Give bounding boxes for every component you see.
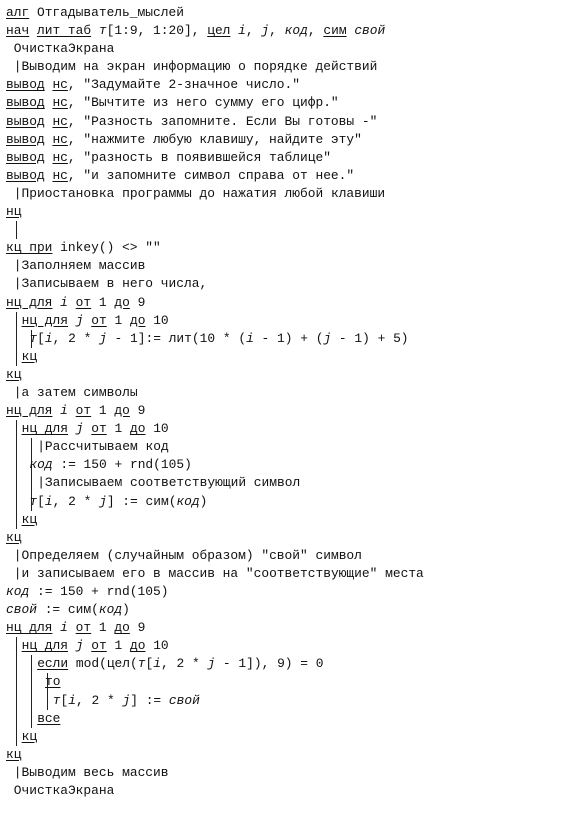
keyword: кц	[21, 728, 38, 744]
code-token	[68, 638, 76, 653]
keyword: до	[129, 638, 146, 654]
identifier: j	[75, 421, 84, 437]
code-line	[6, 22, 562, 40]
code-text	[14, 40, 115, 58]
code-line	[6, 185, 562, 203]
keyword: нс	[52, 113, 68, 129]
code-text	[45, 673, 60, 691]
keyword: сим	[323, 23, 347, 39]
identifier: т	[29, 330, 38, 346]
identifier: i	[60, 294, 68, 310]
code-token: |Записываем соответствующий символ	[37, 475, 301, 491]
code-line	[6, 782, 562, 800]
keyword: вывод	[6, 95, 45, 111]
code-token: inkey() <> ""	[52, 240, 161, 256]
keyword: вывод	[6, 167, 45, 183]
code-line	[6, 728, 562, 746]
code-text	[37, 438, 169, 456]
keyword: нс	[52, 149, 68, 165]
code-line	[6, 221, 562, 239]
code-token	[52, 620, 60, 635]
identifier: i	[60, 620, 68, 636]
block-guide-line	[16, 221, 17, 239]
code-token: - 1]), 9) = 0	[215, 656, 324, 672]
code-token: mod(цел(	[68, 656, 138, 672]
identifier: код	[176, 493, 200, 509]
keyword: кц	[21, 348, 38, 364]
code-line	[6, 402, 562, 420]
code-text	[22, 637, 169, 655]
block-guide-line	[16, 438, 17, 456]
code-token: 1	[91, 294, 115, 310]
block-guide-line	[16, 474, 17, 492]
code-line	[6, 637, 562, 655]
code-text	[14, 275, 207, 293]
code-text	[37, 655, 323, 673]
block-guide-line	[31, 710, 32, 728]
identifier: код	[6, 584, 30, 599]
block-guide-line	[31, 692, 32, 710]
code-token: |Приостановка программы до нажатия любой клавиши	[13, 185, 386, 201]
code-text	[6, 746, 21, 764]
identifier: код	[284, 23, 308, 39]
code-token: ОчисткаЭкрана	[13, 41, 115, 57]
block-guide-line	[31, 673, 32, 691]
block-guide-line	[16, 655, 17, 673]
code-text	[6, 601, 130, 619]
identifier: i	[246, 330, 254, 346]
keyword: до	[114, 403, 130, 419]
identifier: j	[75, 312, 84, 328]
keyword: нс	[52, 77, 68, 93]
identifier: j	[261, 23, 270, 39]
code-text	[6, 203, 21, 221]
identifier: i	[238, 23, 246, 39]
code-text	[37, 474, 300, 492]
block-guide-line	[31, 655, 32, 673]
code-line	[6, 366, 562, 384]
code-line	[6, 673, 562, 691]
keyword: алг	[6, 5, 30, 20]
identifier: свой	[6, 602, 37, 618]
code-token	[52, 403, 60, 418]
keyword: от	[75, 620, 92, 636]
code-token: , 2 *	[52, 493, 100, 509]
code-token: - 1) + (	[253, 330, 324, 346]
code-token: - 1) + 5)	[331, 330, 409, 346]
keyword: от	[91, 312, 107, 328]
code-line	[6, 601, 562, 619]
block-guide-line	[16, 692, 17, 710]
identifier: j	[75, 638, 84, 654]
block-guide-line	[16, 330, 17, 348]
code-text	[6, 22, 385, 40]
code-line	[6, 764, 562, 782]
code-line	[6, 583, 562, 601]
code-line	[6, 348, 562, 366]
code-token: 1	[106, 312, 130, 328]
code-line	[6, 149, 562, 167]
keyword: кц	[21, 511, 38, 527]
code-token: |Выводим на экран информацию о порядке действий	[13, 59, 378, 75]
block-guide-line	[31, 438, 32, 456]
identifier: т	[98, 23, 107, 39]
code-text	[6, 76, 300, 94]
code-token: |и записываем его в массив на "соответствующие" места	[13, 565, 424, 581]
code-token: , "Задумайте 2-значное число."	[67, 77, 300, 93]
code-text	[14, 782, 115, 800]
identifier: i	[60, 403, 68, 419]
code-token: 10	[145, 312, 169, 328]
code-token	[91, 23, 99, 38]
code-token: ,	[245, 23, 262, 39]
code-line	[6, 529, 562, 547]
code-line	[6, 294, 562, 312]
code-token: , "разность в появившейся таблице"	[67, 149, 331, 165]
code-token: [	[37, 330, 45, 346]
code-token: , 2 *	[161, 656, 208, 672]
code-token: 10	[145, 421, 169, 437]
code-line	[6, 456, 562, 474]
identifier: j	[99, 330, 107, 346]
code-line	[6, 275, 562, 293]
keyword: до	[114, 620, 130, 636]
code-text	[6, 113, 377, 131]
code-line	[6, 619, 562, 637]
code-token: 1	[91, 403, 115, 419]
code-text	[6, 619, 145, 637]
code-text	[22, 312, 169, 330]
code-token: 9	[129, 403, 146, 419]
code-token: , 2 *	[76, 692, 123, 708]
identifier: j	[323, 330, 332, 346]
keyword: нач	[6, 23, 30, 39]
code-token: )	[122, 602, 130, 618]
code-text	[6, 131, 362, 149]
block-guide-line	[16, 637, 17, 655]
code-text	[6, 4, 184, 22]
code-line	[6, 692, 562, 710]
code-token: 9	[129, 620, 146, 636]
code-text	[22, 348, 37, 366]
keyword: до	[129, 312, 146, 328]
code-line	[6, 4, 562, 22]
code-token: , "Вычтите из него сумму его цифр."	[67, 95, 339, 111]
code-token: := сим(	[36, 602, 99, 618]
keyword: кц	[6, 746, 22, 762]
code-token	[230, 23, 238, 38]
code-text	[14, 547, 362, 565]
code-token: 9	[129, 294, 146, 310]
code-text	[6, 239, 161, 257]
code-token: , "нажмите любую клавишу, найдите эту"	[67, 131, 362, 147]
identifier: j	[99, 493, 107, 509]
code-text	[14, 257, 146, 275]
code-line	[6, 131, 562, 149]
code-token	[68, 295, 76, 310]
code-token: ,	[307, 23, 324, 39]
code-text	[29, 493, 207, 511]
code-token	[68, 620, 76, 635]
code-line	[6, 58, 562, 76]
code-token: ,	[269, 23, 285, 39]
code-token: [	[60, 692, 69, 708]
code-line	[6, 710, 562, 728]
code-token: [	[37, 493, 45, 509]
code-text	[22, 511, 37, 529]
code-text	[6, 583, 168, 601]
code-line	[6, 746, 562, 764]
code-token: := 150 + rnd(105)	[29, 584, 169, 599]
code-token: |Записываем в него числа,	[13, 276, 208, 292]
keyword: до	[114, 294, 130, 310]
identifier: т	[52, 692, 61, 708]
keyword: если	[37, 656, 69, 672]
identifier: свой	[168, 692, 200, 708]
keyword: вывод	[6, 131, 45, 147]
code-token: 10	[145, 638, 169, 654]
code-token: := 150 + rnd(105)	[52, 457, 192, 473]
keyword: нц для	[21, 421, 69, 437]
block-guide-line	[16, 456, 17, 474]
code-token	[52, 295, 60, 310]
block-guide-line	[16, 728, 17, 746]
code-token: , 2 *	[52, 330, 100, 346]
code-line	[6, 511, 562, 529]
identifier: код	[29, 457, 53, 473]
identifier: j	[207, 656, 216, 672]
code-line	[6, 203, 562, 221]
code-token: 1	[91, 620, 115, 636]
keyword: кц	[6, 366, 22, 382]
keyword: от	[75, 403, 92, 419]
keyword: вывод	[6, 77, 45, 93]
code-text	[29, 330, 408, 348]
code-text	[6, 167, 354, 185]
keyword: лит таб	[36, 23, 92, 39]
block-guide-line	[16, 511, 17, 529]
code-text	[37, 710, 60, 728]
keyword: нс	[52, 167, 68, 183]
code-token: , "и запомните символ справа от нее."	[67, 167, 355, 183]
keyword: нс	[52, 131, 68, 147]
code-line	[6, 330, 562, 348]
keyword: кц	[6, 529, 22, 545]
code-text	[6, 529, 21, 547]
block-guide-line	[16, 710, 17, 728]
code-line	[6, 493, 562, 511]
keyword: вывод	[6, 149, 45, 165]
code-text	[22, 728, 37, 746]
block-guide-line	[16, 312, 17, 330]
code-token: 1	[106, 638, 130, 654]
code-text	[53, 692, 200, 710]
code-token	[29, 23, 37, 38]
identifier: j	[122, 692, 131, 708]
code-line	[6, 239, 562, 257]
code-token: , "Разность запомните. Если Вы готовы -"	[67, 113, 378, 129]
code-text	[14, 764, 169, 782]
code-token: |Определяем (случайным образом) "свой" символ	[13, 547, 362, 563]
code-line	[6, 312, 562, 330]
code-text	[6, 294, 145, 312]
identifier: i	[68, 692, 77, 708]
code-token: [	[145, 656, 154, 672]
code-token	[68, 403, 76, 418]
code-token: )	[199, 493, 208, 509]
code-token: ОчисткаЭкрана	[13, 783, 115, 799]
code-text	[22, 420, 169, 438]
keyword: все	[37, 710, 61, 726]
code-text	[6, 149, 331, 167]
keyword: нс	[52, 95, 68, 111]
code-line	[6, 655, 562, 673]
code-line	[6, 113, 562, 131]
code-token: |Рассчитываем код	[37, 439, 169, 455]
code-text	[6, 366, 21, 384]
code-text	[6, 94, 339, 112]
code-token: 1	[106, 421, 130, 437]
identifier: код	[98, 602, 123, 618]
code-listing	[6, 4, 562, 800]
code-text	[14, 58, 378, 76]
code-token: |Заполняем массив	[13, 258, 146, 274]
block-guide-line	[16, 348, 17, 366]
block-guide-line	[47, 692, 48, 710]
keyword: от	[91, 638, 107, 654]
code-token: - 1]:= лит(10 * (	[106, 330, 247, 346]
keyword: от	[91, 421, 107, 437]
code-token: |Выводим весь массив	[13, 764, 169, 780]
keyword: нц для	[21, 638, 69, 654]
code-line	[6, 76, 562, 94]
identifier: т	[137, 656, 146, 672]
code-text	[6, 402, 145, 420]
identifier: i	[153, 656, 162, 672]
block-guide-line	[16, 673, 17, 691]
code-token: |а затем символы	[13, 384, 138, 400]
block-guide-line	[31, 474, 32, 492]
keyword: нц	[6, 204, 22, 220]
keyword: от	[75, 294, 92, 310]
block-guide-line	[16, 420, 17, 438]
identifier: i	[44, 330, 53, 346]
code-token: ] := сим(	[106, 493, 177, 509]
code-line	[6, 565, 562, 583]
code-text	[14, 565, 424, 583]
code-line	[6, 547, 562, 565]
identifier: i	[44, 493, 53, 509]
code-token: Отгадыватель_мыслей	[29, 5, 184, 20]
code-token: [1:9, 1:20],	[106, 23, 208, 39]
code-token	[68, 313, 76, 328]
identifier: свой	[354, 23, 386, 39]
code-line	[6, 438, 562, 456]
code-line	[6, 167, 562, 185]
code-line	[6, 420, 562, 438]
keyword: до	[129, 421, 146, 437]
keyword: нц для	[6, 294, 53, 310]
block-guide-line	[16, 493, 17, 511]
keyword: нц для	[6, 403, 53, 419]
keyword: кц при	[6, 240, 53, 256]
code-text	[14, 384, 138, 402]
identifier: т	[29, 493, 38, 509]
code-line	[6, 257, 562, 275]
keyword: то	[45, 674, 61, 690]
code-line	[6, 40, 562, 58]
code-token: ] :=	[130, 692, 169, 708]
code-text	[29, 456, 191, 474]
code-token	[68, 421, 76, 436]
keyword: нц для	[21, 312, 69, 328]
code-text	[14, 185, 385, 203]
keyword: нц для	[6, 620, 53, 636]
code-line	[6, 384, 562, 402]
code-line	[6, 94, 562, 112]
keyword: вывод	[6, 113, 45, 129]
keyword: цел	[207, 23, 231, 39]
code-line	[6, 474, 562, 492]
